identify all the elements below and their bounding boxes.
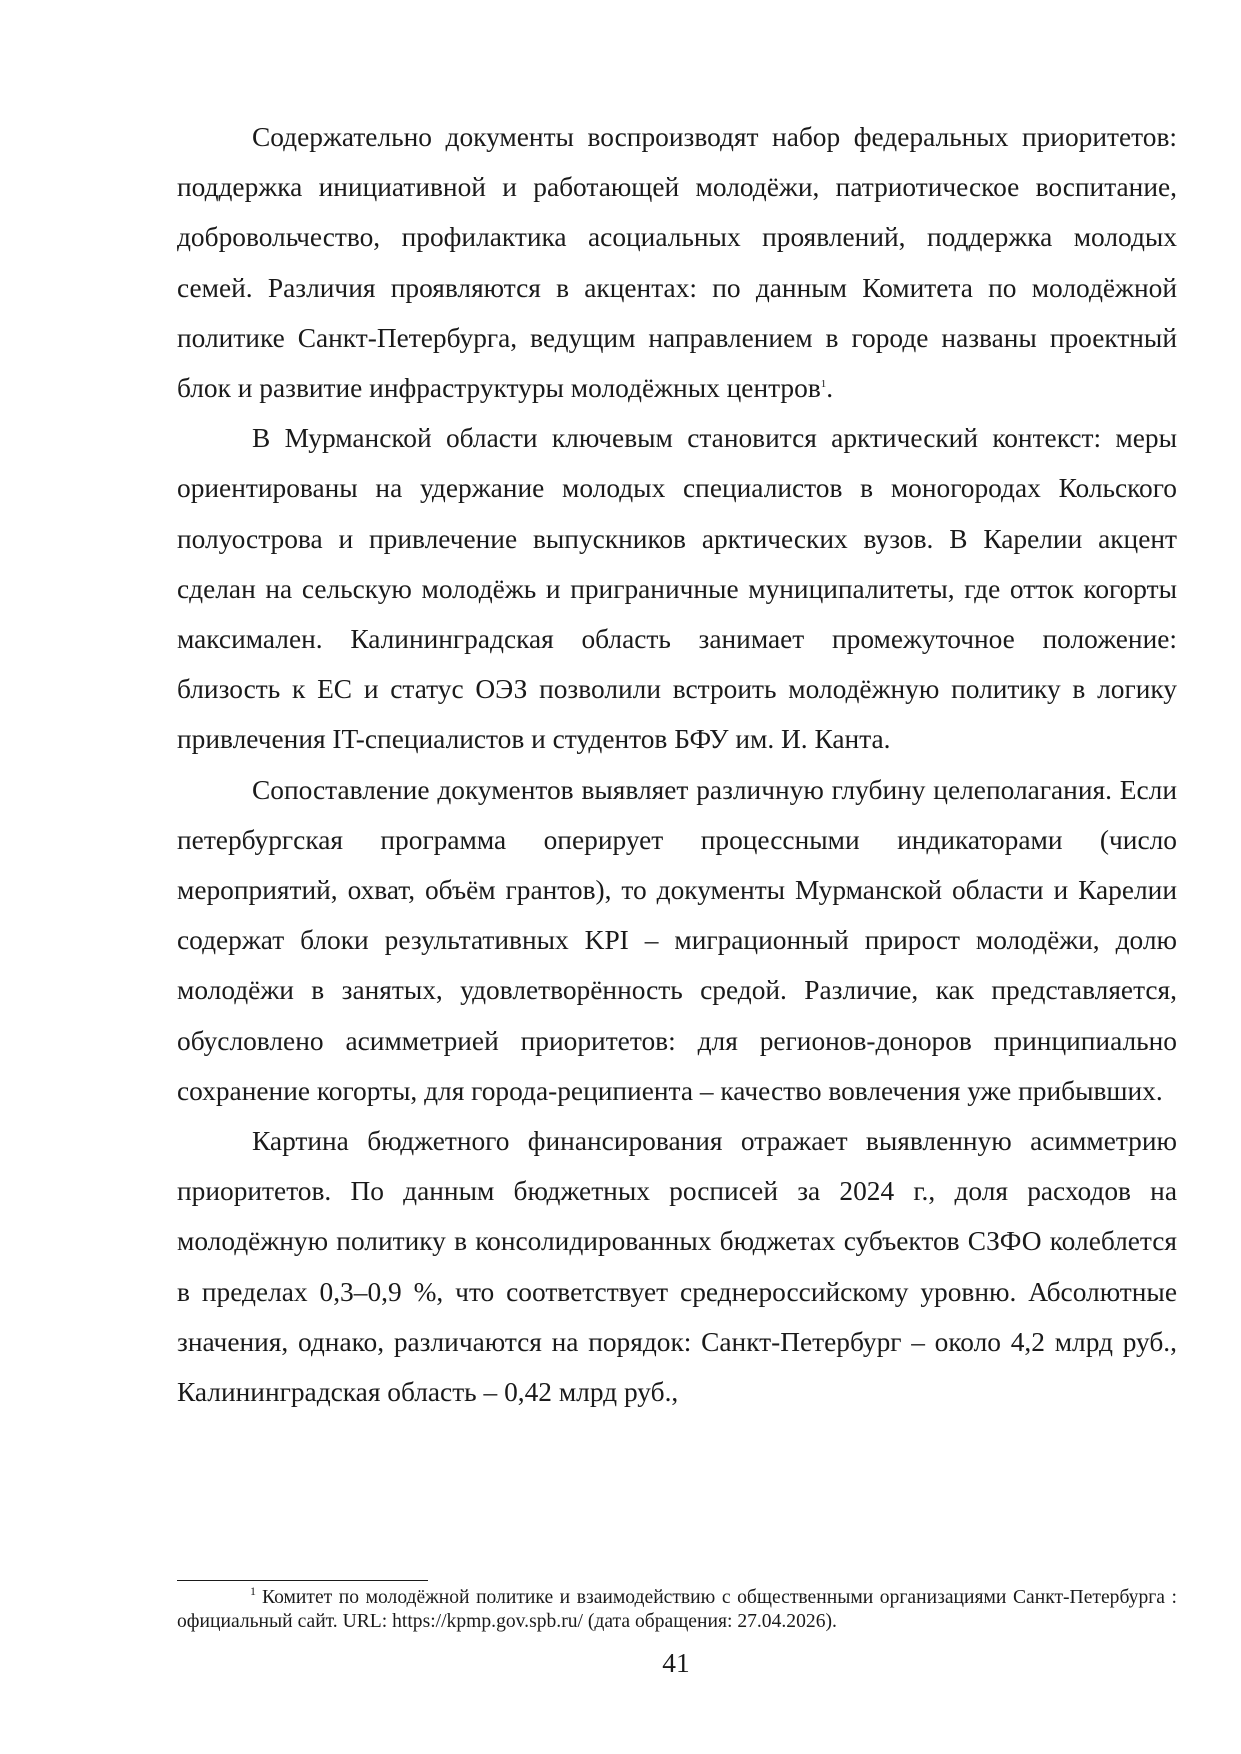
- page-number: 41: [662, 1648, 690, 1678]
- footnote-reference[interactable]: 1: [820, 377, 827, 390]
- footnote-text: Комитет по молодёжной политике и взаимодействию с общественными организациями Санкт-Петербурга : официальный сайт. URL: https://kpmp.gov.spb.ru/ (дата обращения: 27.04.2026).: [177, 1587, 1177, 1632]
- paragraph-1: [177, 112, 1177, 413]
- paragraph-1-end: .: [826, 373, 834, 404]
- footnote-separator: [177, 1580, 428, 1581]
- paragraph-1-text: Содержательно документы воспроизводят набор федеральных приоритетов: поддержка инициативной и работающей молодёжи, патриотическое воспитание, добровольчество, профилактика асоциальных проявлений, поддержка молодых семей. Различия проявляются в акцентах: по данным Комитета по молодёжной политике Санкт-Петербурга, ведущим направлением в городе названы проектный блок и развитие инфраструктуры молодёжных центров: [177, 122, 1177, 404]
- footnote-number: 1: [250, 1584, 256, 1599]
- paragraph-3: Сопоставление документов выявляет различную глубину целеполагания. Если петербургская программа оперирует процессными индикаторами (число мероприятий, охват, объём грантов), то документы Мурманской области и Карелии содержат блоки результативных KPI – миграционный прирост молодёжи, долю молодёжи в занятых, удовлетворённость средой. Различие, как представляется, обусловлено асимметрией приоритетов: для регионов-доноров принципиально сохранение когорты, для города-реципиента – качество вовлечения уже прибывших.: [177, 774, 1177, 1106]
- page-body: [177, 112, 1177, 1417]
- paragraph-2: В Мурманской области ключевым становится арктический контекст: меры ориентированы на удержание молодых специалистов в моногородах Кольского полуострова и привлечение выпускников арктических вузов. В Карелии акцент сделан на сельскую молодёжь и приграничные муниципалитеты, где отток когорты максимален. Калининградская область занимает промежуточное положение: близость к ЕС и статус ОЭЗ позволили встроить молодёжную политику в логику привлечения IT-специалистов и студентов БФУ им. И. Канта.: [177, 423, 1177, 755]
- footnote: [177, 1586, 1177, 1633]
- paragraph-4: Картина бюджетного финансирования отражает выявленную асимметрию приоритетов. По данным бюджетных росписей за 2024 г., доля расходов на молодёжную политику в консолидированных бюджетах субъектов СЗФО колеблется в пределах 0,3–0,9 %, что соответствует среднероссийскому уровню. Абсолютные значения, однако, различаются на порядок: Санкт-Петербург – около 4,2 млрд руб., Калининградская область – 0,42 млрд руб.,: [177, 1126, 1177, 1408]
